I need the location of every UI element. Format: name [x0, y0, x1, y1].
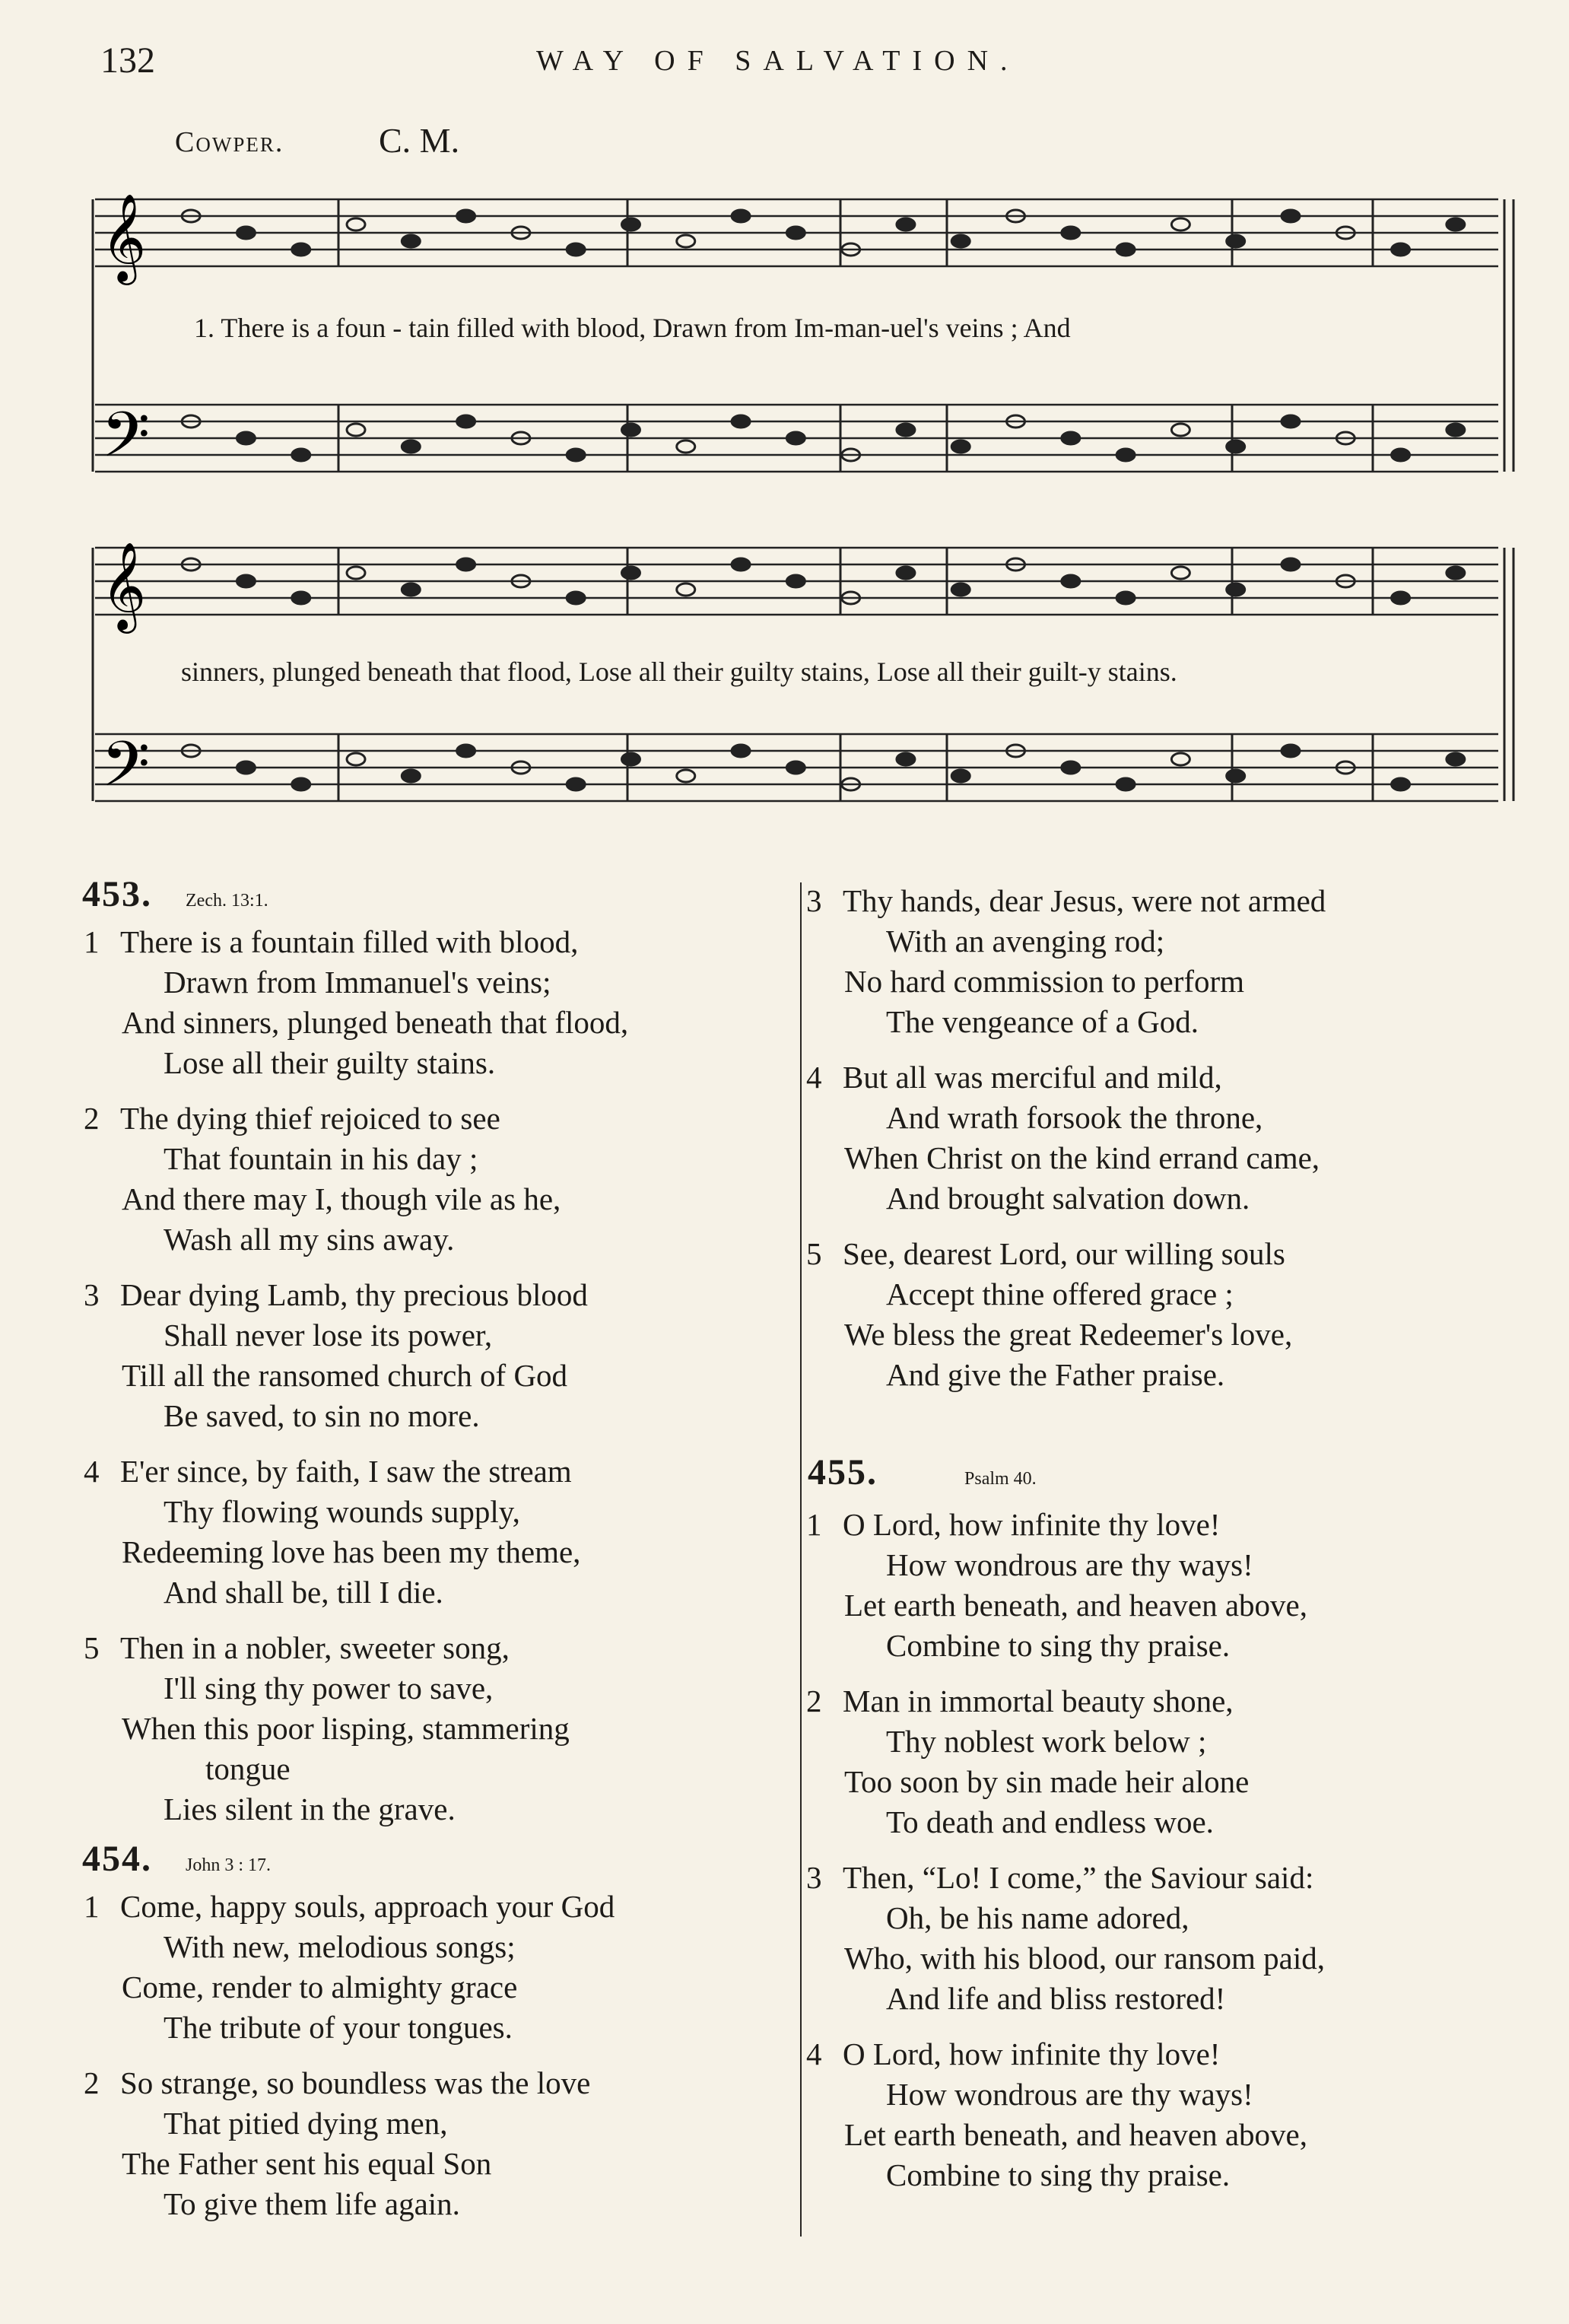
note-head [1282, 415, 1300, 428]
stanza-line: And shall be, till I die. [164, 1575, 443, 1610]
stanza-line: 1 Come, happy souls, approach your God [84, 1887, 615, 1927]
hymn-number: 454. [82, 1839, 152, 1879]
stanza-line: Thy noblest work below ; [886, 1724, 1207, 1759]
stanza [806, 1858, 1325, 2019]
stanza-line: The tribute of your tongues. [164, 2010, 513, 2045]
note-head [786, 761, 805, 774]
note-head [1171, 424, 1189, 436]
note-head [567, 778, 585, 790]
note-head [1062, 227, 1080, 239]
note-head [402, 770, 420, 782]
stanza-line: With an avenging rod; [886, 924, 1165, 959]
note-head [951, 770, 970, 782]
stanza-line: Lose all their guilty stains. [164, 1045, 496, 1080]
stanza-line: When this poor lisping, stammering [122, 1711, 570, 1746]
note-head [237, 432, 255, 444]
stanza [84, 1275, 628, 1436]
note-head [677, 440, 695, 453]
note-head [897, 567, 915, 579]
stanza [84, 2063, 615, 2224]
clef-icon: 𝄢 [101, 398, 151, 487]
stanza-line: tongue [205, 1751, 291, 1786]
note-head [1227, 583, 1245, 596]
note-head [402, 440, 420, 453]
note-head [237, 761, 255, 774]
column-divider [800, 882, 802, 2237]
note-head [621, 567, 640, 579]
stanza-line: Redeeming love has been my theme, [122, 1534, 581, 1569]
music-score [0, 0, 1569, 837]
note-head [1392, 243, 1410, 256]
note-head [1392, 449, 1410, 461]
stanza-line: Combine to sing thy praise. [886, 1628, 1231, 1663]
note-head [1062, 575, 1080, 587]
note-head [1227, 235, 1245, 247]
stanza-line: And sinners, plunged beneath that flood, [122, 1005, 629, 1040]
note-head [621, 424, 640, 436]
note-head [567, 592, 585, 604]
note-head [292, 778, 310, 790]
note-head [732, 210, 750, 222]
stanza-line: To give them life again. [164, 2186, 460, 2221]
stanza-number: 4 [84, 1454, 100, 1489]
note-head [567, 449, 585, 461]
stanza-line: And there may I, though vile as he, [122, 1181, 561, 1216]
note-head [1116, 449, 1135, 461]
note-head [237, 575, 255, 587]
stanza-line: I'll sing thy power to save, [164, 1671, 494, 1706]
note-head [402, 235, 420, 247]
stanza-line: The Father sent his equal Son [122, 2146, 492, 2181]
stanza-line: The vengeance of a God. [886, 1004, 1199, 1039]
stanza-line: And life and bliss restored! [886, 1981, 1226, 2016]
note-head [1282, 745, 1300, 757]
stanza-line: That pitied dying men, [164, 2106, 448, 2141]
hymn-453-heading [82, 873, 268, 915]
stanza [84, 1628, 628, 1830]
stanza-number: 1 [806, 1507, 822, 1542]
note-head [1062, 761, 1080, 774]
stanza-line: With new, melodious songs; [164, 1929, 516, 1964]
note-head [1062, 432, 1080, 444]
note-head [621, 218, 640, 230]
note-head [677, 235, 695, 247]
note-head [1447, 218, 1465, 230]
stanza-line: Till all the ransomed church of God [122, 1358, 568, 1393]
stanza-number: 1 [84, 924, 100, 959]
stanza-line: That fountain in his day ; [164, 1141, 478, 1176]
note-head [786, 575, 805, 587]
running-title: WAY OF SALVATION. [536, 45, 1020, 77]
note-head [1282, 558, 1300, 571]
stanza-line: Combine to sing thy praise. [886, 2157, 1231, 2192]
stanza-line: 3 Then, “Lo! I come,” the Saviour said: [806, 1858, 1325, 1898]
stanza-line: And brought salvation down. [886, 1181, 1250, 1216]
stanza-line: 3 Dear dying Lamb, thy precious blood [84, 1275, 628, 1315]
stanza-line: 2 The dying thief rejoiced to see [84, 1098, 628, 1139]
stanza [806, 1234, 1326, 1395]
stanza-number: 5 [84, 1630, 100, 1665]
stanza-line: 5 See, dearest Lord, our willing souls [806, 1234, 1326, 1274]
hymn-number: 453. [82, 874, 152, 914]
stanza-line: When Christ on the kind errand came, [844, 1140, 1320, 1175]
note-head [951, 583, 970, 596]
stanza-line: 1 There is a fountain filled with blood, [84, 922, 628, 962]
stanza-line: Lies silent in the grave. [164, 1791, 456, 1826]
note-head [567, 243, 585, 256]
stanza-line: Accept thine offered grace ; [886, 1276, 1234, 1311]
clef-icon: 𝄞 [101, 541, 147, 630]
stanza [806, 1505, 1325, 1666]
stanza-line: 4 E'er since, by faith, I saw the stream [84, 1451, 628, 1492]
note-head [951, 440, 970, 453]
note-head [1392, 592, 1410, 604]
stanza-number: 2 [84, 2065, 100, 2100]
stanza [84, 1451, 628, 1613]
note-head [677, 770, 695, 782]
clef-icon: 𝄢 [101, 727, 151, 816]
note-head [347, 218, 365, 230]
note-head [621, 753, 640, 765]
tune-meter: C. M. [379, 121, 460, 160]
note-head [347, 753, 365, 765]
note-head [1282, 210, 1300, 222]
note-head [457, 745, 475, 757]
note-head [347, 424, 365, 436]
note-head [237, 227, 255, 239]
hymn-reference: John 3 : 17. [186, 1855, 272, 1875]
stanza-line: 5 Then in a nobler, sweeter song, [84, 1628, 628, 1668]
stanza-number: 3 [806, 1860, 822, 1895]
stanza-line: 2 Man in immortal beauty shone, [806, 1681, 1325, 1722]
tune-lyrics-line-2: sinners, plunged beneath that flood, Lose all their guilty stains, Lose all their guilt-y stains. [181, 657, 1177, 687]
stanza-line: Wash all my sins away. [164, 1222, 455, 1257]
note-head [292, 592, 310, 604]
stanza-line: 2 So strange, so boundless was the love [84, 2063, 615, 2103]
note-head [457, 415, 475, 428]
stanza [806, 1057, 1326, 1219]
note-head [1227, 770, 1245, 782]
hymn-453-text [84, 922, 628, 1845]
note-head [1447, 753, 1465, 765]
note-head [1171, 567, 1189, 579]
stanza-line: 3 Thy hands, dear Jesus, were not armed [806, 881, 1326, 921]
stanza [84, 1098, 628, 1260]
stanza [806, 2034, 1325, 2195]
tune-author: Cowper. [175, 126, 284, 158]
note-head [292, 243, 310, 256]
stanza-number: 4 [806, 1060, 822, 1095]
note-head [347, 567, 365, 579]
stanza-number: 4 [806, 2036, 822, 2071]
tune-lyrics-line-1: 1. There is a foun - tain filled with blood, Drawn from Im-man-uel's veins ; And [194, 313, 1071, 343]
note-head [732, 558, 750, 571]
stanza-line: We bless the great Redeemer's love, [844, 1317, 1293, 1352]
note-head [786, 432, 805, 444]
stanza-number: 3 [806, 883, 822, 918]
note-head [457, 558, 475, 571]
stanza [806, 1681, 1325, 1842]
note-head [1447, 567, 1465, 579]
note-head [1392, 778, 1410, 790]
note-head [1447, 424, 1465, 436]
note-head [677, 583, 695, 596]
note-head [897, 218, 915, 230]
clef-icon: 𝄞 [101, 192, 147, 281]
note-head [951, 235, 970, 247]
note-head [1116, 243, 1135, 256]
stanza-line: Let earth beneath, and heaven above, [844, 2117, 1307, 2152]
page-number: 132 [100, 40, 155, 81]
stanza-number: 2 [806, 1683, 822, 1718]
note-head [292, 449, 310, 461]
stanza-line: 4 But all was merciful and mild, [806, 1057, 1326, 1098]
stanza-line: And give the Father praise. [886, 1357, 1225, 1392]
stanza-line: Too soon by sin made heir alone [844, 1764, 1250, 1799]
stanza-number: 2 [84, 1101, 100, 1136]
note-head [732, 745, 750, 757]
stanza-line: 4 O Lord, how infinite thy love! [806, 2034, 1325, 2074]
hymn-number: 455. [808, 1452, 878, 1493]
stanza-line: Who, with his blood, our ransom paid, [844, 1941, 1326, 1976]
stanza-number: 1 [84, 1889, 100, 1924]
stanza-line: No hard commission to perform [844, 964, 1245, 999]
note-head [1171, 218, 1189, 230]
hymn-455-text [806, 1505, 1325, 2211]
stanza [806, 881, 1326, 1042]
hymn-454-text [84, 1887, 615, 2240]
stanza-number: 5 [806, 1236, 822, 1271]
stanza-line: Let earth beneath, and heaven above, [844, 1588, 1307, 1623]
stanza-line: How wondrous are thy ways! [886, 1547, 1253, 1582]
hymn-reference: Zech. 13:1. [186, 891, 268, 911]
note-head [897, 424, 915, 436]
note-head [1116, 778, 1135, 790]
stanza-line: Be saved, to sin no more. [164, 1398, 480, 1433]
note-head [786, 227, 805, 239]
stanza [84, 922, 628, 1083]
stanza-line: Shall never lose its power, [164, 1318, 493, 1353]
note-head [1227, 440, 1245, 453]
stanza-line: And wrath forsook the throne, [886, 1100, 1263, 1135]
stanza [84, 1887, 615, 2048]
stanza-number: 3 [84, 1277, 100, 1312]
stanza-line: Drawn from Immanuel's veins; [164, 965, 551, 1000]
note-head [457, 210, 475, 222]
stanza-line: Oh, be his name adored, [886, 1900, 1189, 1935]
stanza-line: Come, render to almighty grace [122, 1970, 518, 2004]
hymn-reference: Psalm 40. [964, 1469, 1037, 1489]
hymn-455-heading [808, 1451, 1037, 1493]
note-head [1171, 753, 1189, 765]
hymn-453-continued-text [806, 881, 1326, 1410]
note-head [732, 415, 750, 428]
stanza-line: To death and endless woe. [886, 1804, 1214, 1839]
stanza-line: How wondrous are thy ways! [886, 2077, 1253, 2112]
stanza-line: Thy flowing wounds supply, [164, 1494, 520, 1529]
note-head [1116, 592, 1135, 604]
hymn-454-heading [82, 1838, 271, 1880]
stanza-line: 1 O Lord, how infinite thy love! [806, 1505, 1325, 1545]
note-head [897, 753, 915, 765]
note-head [402, 583, 420, 596]
